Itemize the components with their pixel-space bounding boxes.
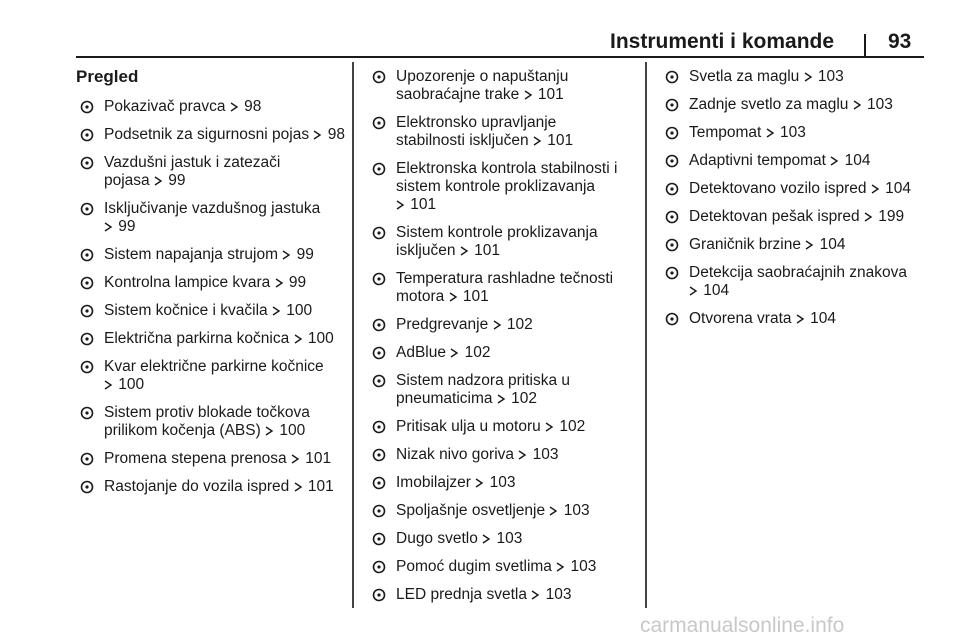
reference-arrow-icon [291, 450, 301, 468]
page-reference-number: 100 [114, 376, 145, 393]
entry-text: prilikom kočenja (ABS) [104, 422, 261, 439]
page-reference-link[interactable] [104, 376, 144, 393]
esc-icon [368, 161, 390, 177]
list-item [76, 358, 348, 394]
entry-text: Kvar električne parkirne kočnice [104, 358, 324, 375]
list-item [368, 160, 638, 214]
reference-arrow-icon [475, 474, 485, 492]
page-reference-number: 99 [114, 218, 136, 235]
entry-text: Temperatura rashladne tečnosti [396, 270, 614, 287]
page-reference-link[interactable] [475, 474, 515, 491]
entry-text: Detektovano vozilo ispred [689, 180, 867, 197]
column-3 [661, 62, 931, 338]
list-item [661, 96, 931, 114]
entry-text: Upozorenje o napuštanju [396, 68, 569, 85]
page-reference-number: 100 [275, 422, 306, 439]
page-reference-number: 98 [239, 98, 262, 115]
page-reference-number: 104 [699, 282, 730, 299]
seatbelt-reminder-icon [76, 127, 98, 143]
list-item [368, 344, 638, 362]
parking-brake-icon [76, 331, 98, 347]
page-reference-number: 102 [506, 390, 537, 407]
page-reference-link[interactable] [493, 316, 533, 333]
list-item [368, 270, 638, 306]
entry-text: Sistem nadzora pritiska u [396, 372, 571, 389]
page-reference-number: 101 [533, 86, 564, 103]
reference-arrow-icon [313, 126, 323, 144]
speed-limiter-icon [661, 237, 683, 253]
page-reference-number: 101 [303, 478, 334, 495]
list-item [76, 274, 348, 292]
reference-arrow-icon [275, 274, 285, 292]
page-reference-number: 103 [492, 530, 523, 547]
page-reference-number: 100 [303, 330, 334, 347]
page-reference-link[interactable] [275, 274, 307, 291]
list-item [368, 114, 638, 150]
reference-arrow-icon [689, 282, 699, 300]
gear-shift-icon [76, 451, 98, 467]
page-reference-number: 101 [543, 132, 574, 149]
adblue-icon [368, 345, 390, 361]
list-item [368, 418, 638, 436]
entry-text: Sistem kočnice i kvačila [104, 302, 268, 319]
reference-arrow-icon [864, 208, 874, 226]
list-item [368, 558, 638, 576]
page-reference-number: 104 [880, 180, 911, 197]
entry-text: Vazdušni jastuk i zatezači [104, 154, 281, 171]
list-item [368, 224, 638, 260]
rear-fog-light-icon [661, 97, 683, 113]
header-divider [864, 34, 866, 58]
page-reference-link[interactable] [396, 196, 436, 213]
reference-arrow-icon [853, 96, 863, 114]
entry-text: Sistem napajanja strujom [104, 246, 279, 263]
list-item [368, 446, 638, 464]
list-item [661, 180, 931, 198]
reference-arrow-icon [549, 502, 559, 520]
list-item [76, 302, 348, 320]
page-reference-link[interactable] [272, 302, 312, 319]
page-title: Instrumenti i komande [610, 30, 835, 53]
entry-text: Detektovan pešak ispred [689, 208, 860, 225]
list-item [368, 474, 638, 492]
page-reference-link[interactable] [104, 218, 136, 235]
reference-arrow-icon [294, 478, 304, 496]
battery-icon [76, 247, 98, 263]
reference-arrow-icon [396, 196, 406, 214]
page-reference-number: 101 [458, 288, 489, 305]
reference-arrow-icon [497, 390, 507, 408]
page-reference-number: 103 [485, 474, 516, 491]
reference-arrow-icon [524, 86, 534, 104]
entry-text: Imobilajzer [396, 474, 471, 491]
page-reference-link[interactable] [265, 422, 305, 439]
coolant-temperature-icon [368, 271, 390, 287]
page-reference-link[interactable] [796, 310, 836, 327]
reference-arrow-icon [766, 124, 776, 142]
page-reference-link[interactable] [853, 96, 893, 113]
page-reference-number: 99 [164, 172, 186, 189]
reference-arrow-icon [533, 132, 543, 150]
entry-text: Pokazivač pravca [104, 98, 226, 115]
page-reference-number: 103 [559, 502, 590, 519]
entry-text: pojasa [104, 172, 150, 189]
page-reference-number: 102 [460, 344, 491, 361]
column-2 [368, 62, 638, 614]
entry-text: saobraćajne trake [396, 86, 520, 103]
entry-text: Adaptivni tempomat [689, 152, 826, 169]
entry-text: sistem kontrole proklizavanja [396, 178, 596, 195]
list-item [76, 200, 348, 236]
list-item [76, 330, 348, 348]
column-divider [645, 62, 647, 608]
reference-arrow-icon [830, 152, 840, 170]
reference-arrow-icon [531, 586, 541, 604]
page-reference-link[interactable] [482, 530, 522, 547]
list-item [368, 316, 638, 334]
page-reference-number: 104 [840, 152, 871, 169]
entry-text: Tempomat [689, 124, 762, 141]
page-reference-link[interactable] [524, 86, 564, 103]
entry-text: Pritisak ulja u motoru [396, 418, 541, 435]
column-divider [352, 62, 354, 608]
entry-text: Kontrolna lampice kvara [104, 274, 271, 291]
list-item [76, 246, 348, 264]
reference-arrow-icon [450, 344, 460, 362]
reference-arrow-icon [272, 302, 282, 320]
list-item [661, 68, 931, 86]
reference-arrow-icon [796, 310, 806, 328]
engine-malfunction-icon [76, 275, 98, 291]
brake-system-icon [76, 303, 98, 319]
page-reference-link[interactable] [282, 246, 314, 263]
page-reference-link[interactable] [294, 478, 334, 495]
list-item [661, 152, 931, 170]
page-reference-number: 100 [281, 302, 313, 319]
page-reference-link[interactable] [497, 390, 537, 407]
entry-text: LED prednja svetla [396, 586, 527, 603]
page-reference-number: 103 [775, 124, 806, 141]
high-beam-assist-icon [368, 559, 390, 575]
parking-brake-fault-icon [76, 359, 98, 375]
entry-text: Elektronska kontrola stabilnosti i [396, 160, 618, 177]
page-reference-link[interactable] [533, 132, 573, 149]
reference-arrow-icon [871, 180, 881, 198]
watermark: carmanualsonline.info [640, 614, 845, 637]
entry-text: Zadnje svetlo za maglu [689, 96, 849, 113]
page-reference-link[interactable] [689, 282, 729, 299]
entry-text: Predgrevanje [396, 316, 489, 333]
reference-arrow-icon [154, 172, 164, 190]
page-reference-link[interactable] [556, 558, 596, 575]
abs-icon [76, 405, 98, 421]
page-reference-link[interactable] [830, 152, 870, 169]
section-title: Pregled [76, 67, 139, 86]
page-header [0, 0, 960, 60]
page-reference-number: 104 [815, 236, 846, 253]
entry-text: Otvorena vrata [689, 310, 792, 327]
turn-signal-icon [76, 99, 98, 115]
list-item [661, 208, 931, 226]
entry-text: Graničnik brzine [689, 236, 801, 253]
high-beam-icon [368, 531, 390, 547]
list-item [76, 404, 348, 440]
page-reference-link[interactable] [449, 288, 489, 305]
page-reference-number: 104 [805, 310, 837, 327]
page-reference-number: 101 [406, 196, 437, 213]
list-item [368, 502, 638, 520]
lane-departure-icon [368, 69, 390, 85]
reference-arrow-icon [460, 242, 470, 260]
page-reference-number: 103 [528, 446, 559, 463]
traffic-sign-icon [661, 265, 683, 281]
list-item [368, 586, 638, 604]
cruise-control-icon [661, 125, 683, 141]
page-reference-link[interactable] [450, 344, 490, 361]
pedestrian-ahead-icon [661, 209, 683, 225]
list-item [368, 372, 638, 408]
page-reference-number: 102 [502, 316, 533, 333]
page-reference-link[interactable] [154, 172, 186, 189]
entry-text: Podsetnik za sigurnosni pojas [104, 126, 310, 143]
list-item [76, 154, 348, 190]
entry-text: Nizak nivo goriva [396, 446, 515, 463]
list-item [368, 530, 638, 548]
page-reference-number: 103 [541, 586, 572, 603]
page-reference-link[interactable] [230, 98, 262, 115]
list-item [76, 98, 348, 116]
immobiliser-icon [368, 475, 390, 491]
list-item [661, 236, 931, 254]
exterior-light-icon [368, 503, 390, 519]
vehicle-ahead-icon [661, 181, 683, 197]
page-reference-link[interactable] [766, 124, 806, 141]
list-item [76, 478, 348, 496]
page-reference-number: 199 [873, 208, 905, 225]
oil-pressure-icon [368, 419, 390, 435]
page-reference-link[interactable] [545, 418, 585, 435]
list-item [76, 450, 348, 468]
entry-text: motora [396, 288, 445, 305]
entry-text: Sistem protiv blokade točkova [104, 404, 310, 421]
page-number: 93 [888, 30, 912, 53]
led-headlight-icon [368, 587, 390, 603]
page-reference-link[interactable] [549, 502, 589, 519]
reference-arrow-icon [104, 376, 114, 394]
traction-control-off-icon [368, 225, 390, 241]
page-reference-number: 101 [469, 242, 500, 259]
entry-text: Svetla za maglu [689, 68, 800, 85]
list-item [368, 68, 638, 104]
door-open-icon [661, 311, 683, 327]
entry-text: isključen [396, 242, 456, 259]
entry-text: Pomoć dugim svetlima [396, 558, 552, 575]
reference-arrow-icon [282, 246, 292, 264]
entry-text: pneumaticima [396, 390, 493, 407]
entry-text: stabilnosti isključen [396, 132, 529, 149]
entry-text: Sistem kontrole proklizavanja [396, 224, 598, 241]
page-reference-link[interactable] [531, 586, 571, 603]
page-reference-number: 103 [862, 96, 893, 113]
entry-text: Elektronsko upravljanje [396, 114, 557, 131]
entry-text: AdBlue [396, 344, 446, 361]
page-reference-link[interactable] [518, 446, 558, 463]
airbag-off-icon [76, 201, 98, 217]
reference-arrow-icon [518, 446, 528, 464]
list-item [661, 264, 931, 300]
entry-text: Dugo svetlo [396, 530, 478, 547]
reference-arrow-icon [265, 422, 275, 440]
page-reference-number: 99 [284, 274, 307, 291]
low-fuel-icon [368, 447, 390, 463]
adaptive-cruise-icon [661, 153, 683, 169]
page-reference-link[interactable] [291, 450, 331, 467]
preheating-icon [368, 317, 390, 333]
list-item [661, 124, 931, 142]
front-fog-light-icon [661, 69, 683, 85]
list-item [76, 126, 348, 144]
page-reference-link[interactable] [294, 330, 334, 347]
tire-pressure-icon [368, 373, 390, 389]
reference-arrow-icon [482, 530, 492, 548]
page-reference-link[interactable] [864, 208, 904, 225]
page-reference-link[interactable] [460, 242, 500, 259]
page-reference-link[interactable] [804, 68, 844, 85]
page-reference-number: 98 [323, 126, 345, 143]
following-distance-icon [76, 479, 98, 495]
column-1 [76, 62, 348, 506]
page-reference-number: 101 [301, 450, 332, 467]
reference-arrow-icon [805, 236, 815, 254]
header-rule [76, 56, 924, 58]
page-reference-number: 103 [813, 68, 844, 85]
entry-text: Električna parkirna kočnica [104, 330, 290, 347]
esc-off-icon [368, 115, 390, 131]
airbag-icon [76, 155, 98, 171]
reference-arrow-icon [294, 330, 304, 348]
reference-arrow-icon [493, 316, 503, 334]
entry-text: Isključivanje vazdušnog jastuka [104, 200, 321, 217]
reference-arrow-icon [556, 558, 566, 576]
page-reference-link[interactable] [871, 180, 911, 197]
entry-text: Spoljašnje osvetljenje [396, 502, 546, 519]
reference-arrow-icon [104, 218, 114, 236]
page-reference-link[interactable] [805, 236, 845, 253]
page-reference-number: 103 [566, 558, 597, 575]
reference-arrow-icon [230, 98, 240, 116]
entry-text: Rastojanje do vozila ispred [104, 478, 290, 495]
page-reference-link[interactable] [313, 126, 345, 143]
list-item [661, 310, 931, 328]
reference-arrow-icon [545, 418, 555, 436]
page-reference-number: 99 [292, 246, 314, 263]
reference-arrow-icon [449, 288, 459, 306]
entry-text: Detekcija saobraćajnih znakova [689, 264, 907, 281]
entry-text: Promena stepena prenosa [104, 450, 287, 467]
reference-arrow-icon [804, 68, 814, 86]
page-reference-number: 102 [555, 418, 586, 435]
